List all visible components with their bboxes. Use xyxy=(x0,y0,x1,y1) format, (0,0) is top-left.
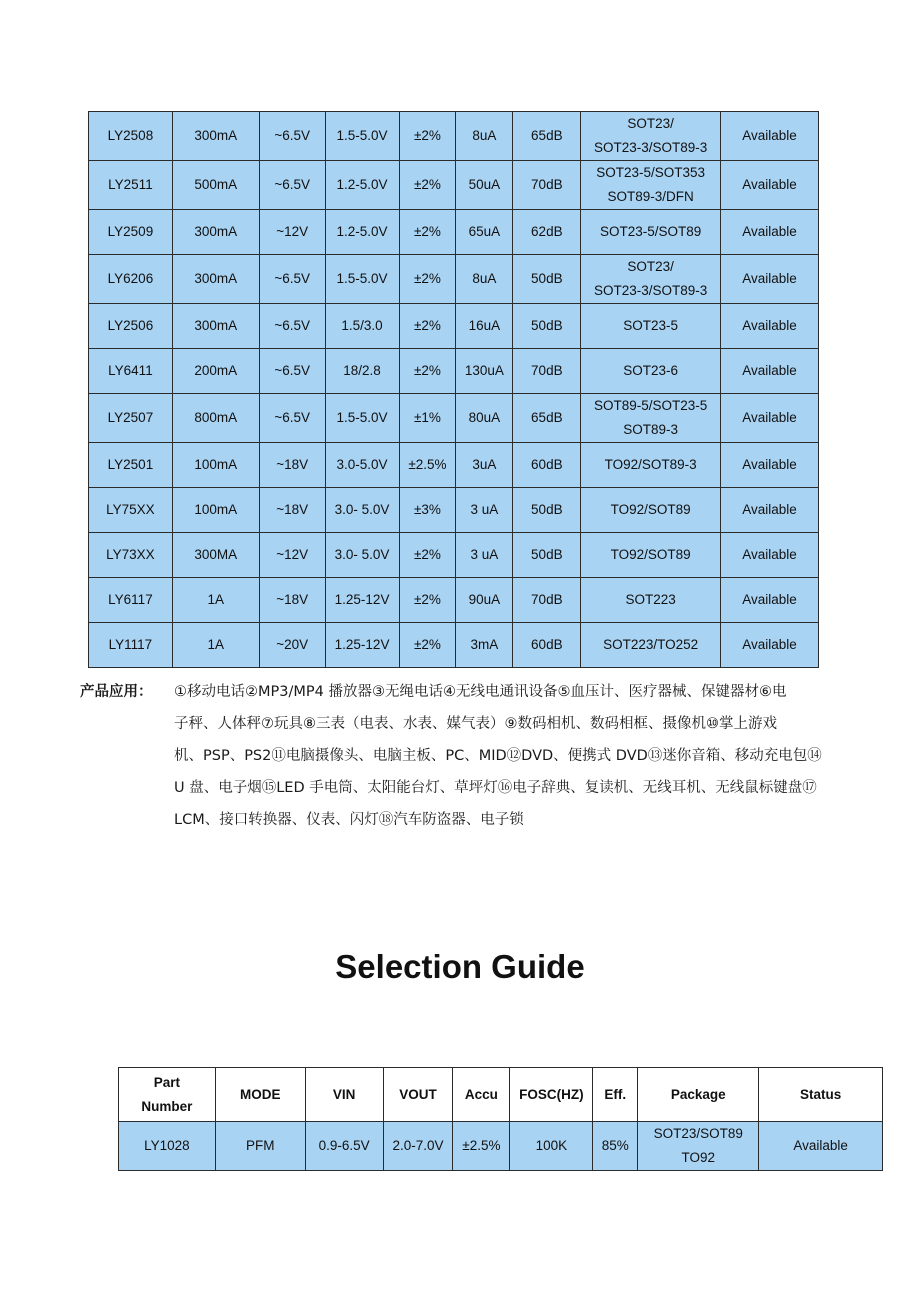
cell-text: 70dB xyxy=(531,592,563,607)
output-voltage-cell xyxy=(325,304,399,349)
cell-text: 18/2.8 xyxy=(343,363,381,378)
cell-text: 300mA xyxy=(194,271,238,286)
input-voltage-cell xyxy=(259,255,325,304)
input-voltage-cell xyxy=(259,161,325,210)
cell-text: LY2506 xyxy=(107,318,154,333)
accuracy-cell xyxy=(399,443,456,488)
cell-text: ~6.5V xyxy=(274,128,310,143)
cell-text: Available xyxy=(793,1138,848,1153)
quiescent-current-cell xyxy=(456,304,513,349)
cell-text: 60dB xyxy=(531,457,563,472)
cell-text: 3.0- 5.0V xyxy=(334,502,390,517)
quiescent-current-cell xyxy=(456,443,513,488)
cell-text: ~6.5V xyxy=(274,363,310,378)
cell-text: LY2511 xyxy=(108,177,153,192)
status-cell xyxy=(721,394,819,443)
accuracy-cell xyxy=(399,112,456,161)
cell-text: ±2.5% xyxy=(408,457,447,472)
quiescent-current-cell xyxy=(456,533,513,578)
cell-text: 300mA xyxy=(194,128,238,143)
cell-text: ±1% xyxy=(414,410,441,425)
table-row xyxy=(89,533,819,578)
status-cell xyxy=(721,304,819,349)
cell-text: ±2% xyxy=(414,547,441,562)
applications-line: 子秤、人体秤⑦玩具⑧三表（电表、水表、媒气表）⑨数码相机、数码相框、摄像机⑩掌上游戏 xyxy=(174,716,777,732)
cell-text: LY2509 xyxy=(107,224,154,239)
cell-text: SOT89-3/DFN xyxy=(607,189,694,204)
cell-text: LY2508 xyxy=(107,128,154,143)
table-cell xyxy=(215,1122,305,1171)
table-cell xyxy=(638,1122,759,1171)
cell-text: TO92/SOT89-3 xyxy=(604,457,697,472)
cell-text: 1.2-5.0V xyxy=(336,224,388,239)
package-cell xyxy=(581,210,721,255)
cell-text: 8uA xyxy=(472,271,497,286)
cell-text: 16uA xyxy=(468,318,501,333)
psrr-cell xyxy=(513,578,581,623)
cell-text: 1.2-5.0V xyxy=(336,177,388,192)
status-cell xyxy=(721,161,819,210)
input-voltage-cell xyxy=(259,488,325,533)
applications-text xyxy=(174,676,864,708)
table-row xyxy=(89,578,819,623)
package-cell xyxy=(581,394,721,443)
header-text: Part xyxy=(153,1074,181,1090)
cell-text: LY6117 xyxy=(108,592,153,607)
cell-text: 3.0- 5.0V xyxy=(334,547,390,562)
cell-text: LY1117 xyxy=(108,637,153,652)
cell-text: ~6.5V xyxy=(274,318,310,333)
output-current-cell xyxy=(172,210,259,255)
part-number-cell xyxy=(89,533,173,578)
header-text: VOUT xyxy=(399,1086,437,1102)
cell-text: 65dB xyxy=(531,410,563,425)
cell-text: Available xyxy=(742,128,797,143)
cell-text: 60dB xyxy=(531,637,563,652)
accuracy-cell xyxy=(399,623,456,668)
part-number-cell xyxy=(89,578,173,623)
cell-text: 90uA xyxy=(468,592,501,607)
cell-text: ~18V xyxy=(276,457,309,472)
cell-text: SOT23-5 xyxy=(623,318,679,333)
psrr-cell xyxy=(513,533,581,578)
table-cell xyxy=(593,1122,638,1171)
accuracy-cell xyxy=(399,304,456,349)
cell-text: SOT223/TO252 xyxy=(603,637,699,652)
accuracy-cell xyxy=(399,488,456,533)
output-voltage-cell xyxy=(325,255,399,304)
cell-text: 50dB xyxy=(531,547,563,562)
cell-text: 130uA xyxy=(464,363,504,378)
cell-text: ~18V xyxy=(276,592,309,607)
cell-text: SOT89-3 xyxy=(623,422,679,437)
cell-text: 800mA xyxy=(194,410,238,425)
input-voltage-cell xyxy=(259,304,325,349)
output-voltage-cell xyxy=(325,533,399,578)
cell-text: 300mA xyxy=(194,318,238,333)
output-voltage-cell xyxy=(325,112,399,161)
cell-text: Available xyxy=(742,177,797,192)
header-text: Package xyxy=(670,1086,726,1102)
cell-text: ±3% xyxy=(414,502,441,517)
part-number-cell xyxy=(89,443,173,488)
cell-text: 70dB xyxy=(531,177,563,192)
cell-text: ~12V xyxy=(276,224,309,239)
accuracy-cell xyxy=(399,210,456,255)
cell-text: SOT23-3/SOT89-3 xyxy=(594,140,708,155)
package-cell xyxy=(581,623,721,668)
cell-text: ±2% xyxy=(414,592,441,607)
table-row xyxy=(89,349,819,394)
header-text: MODE xyxy=(240,1086,281,1102)
part-number-cell xyxy=(89,394,173,443)
quiescent-current-cell xyxy=(456,112,513,161)
cell-text: 50dB xyxy=(531,502,563,517)
output-voltage-cell xyxy=(325,161,399,210)
cell-text: Available xyxy=(742,410,797,425)
cell-text: 80uA xyxy=(468,410,501,425)
output-current-cell xyxy=(172,349,259,394)
table-row xyxy=(89,210,819,255)
table-cell xyxy=(383,1122,453,1171)
part-number-cell xyxy=(89,488,173,533)
psrr-cell xyxy=(513,394,581,443)
table-row xyxy=(89,623,819,668)
applications-line: 机、PSP、PS2⑪电脑摄像头、电脑主板、PC、MID⑫DVD、便携式 DVD⑬迷你音箱、移动充电包⑭ xyxy=(174,748,822,764)
package-cell xyxy=(581,304,721,349)
cell-text: 1.5-5.0V xyxy=(336,271,388,286)
table-row xyxy=(89,488,819,533)
header-text: Status xyxy=(799,1086,842,1102)
output-current-cell xyxy=(172,161,259,210)
cell-text: ~6.5V xyxy=(274,271,310,286)
package-cell xyxy=(581,533,721,578)
cell-text: 85% xyxy=(601,1138,629,1153)
cell-text: ±2% xyxy=(414,224,441,239)
applications-line: LCM、接口转换器、仪表、闪灯⑱汽车防盗器、电子锁 xyxy=(174,812,524,828)
ldo-spec-table xyxy=(88,111,819,668)
psrr-cell xyxy=(513,255,581,304)
cell-text: SOT89-5/SOT23-5 xyxy=(594,398,708,413)
applications-label: 产品应用： xyxy=(80,684,153,700)
cell-text: 65uA xyxy=(468,224,501,239)
package-cell xyxy=(581,255,721,304)
quiescent-current-cell xyxy=(456,349,513,394)
accuracy-cell xyxy=(399,255,456,304)
cell-text: Available xyxy=(742,457,797,472)
cell-text: Available xyxy=(742,363,797,378)
column-header xyxy=(453,1068,510,1122)
status-cell xyxy=(721,349,819,394)
quiescent-current-cell xyxy=(456,394,513,443)
cell-text: Available xyxy=(742,637,797,652)
status-cell xyxy=(721,112,819,161)
psrr-cell xyxy=(513,443,581,488)
cell-text: 1.5-5.0V xyxy=(336,410,388,425)
cell-text: LY73XX xyxy=(106,547,155,562)
table-row xyxy=(89,394,819,443)
cell-text: 1.25-12V xyxy=(334,592,390,607)
input-voltage-cell xyxy=(259,578,325,623)
output-voltage-cell xyxy=(325,443,399,488)
cell-text: LY1028 xyxy=(144,1138,190,1153)
output-current-cell xyxy=(172,255,259,304)
accuracy-cell xyxy=(399,161,456,210)
cell-text: ~6.5V xyxy=(274,177,310,192)
cell-text: TO92 xyxy=(681,1150,715,1165)
output-voltage-cell xyxy=(325,488,399,533)
output-current-cell xyxy=(172,304,259,349)
quiescent-current-cell xyxy=(456,255,513,304)
cell-text: Available xyxy=(742,502,797,517)
cell-text: 200mA xyxy=(194,363,238,378)
accuracy-cell xyxy=(399,533,456,578)
table-cell xyxy=(305,1122,383,1171)
cell-text: 100mA xyxy=(194,457,238,472)
cell-text: ±2% xyxy=(414,128,441,143)
cell-text: SOT23/SOT89 xyxy=(653,1126,743,1141)
cell-text: Available xyxy=(742,547,797,562)
cell-text: 62dB xyxy=(531,224,563,239)
table-row xyxy=(119,1122,883,1171)
header-text: Number xyxy=(141,1098,193,1114)
cell-text: Available xyxy=(742,271,797,286)
applications-line: U 盘、电子烟⑮LED 手电筒、太阳能台灯、草坪灯⑯电子辞典、复读机、无线耳机、无线鼠标键盘⑰ xyxy=(174,780,817,796)
part-number-cell xyxy=(89,112,173,161)
header-text: Accu xyxy=(464,1086,498,1102)
input-voltage-cell xyxy=(259,349,325,394)
status-cell xyxy=(721,210,819,255)
output-voltage-cell xyxy=(325,394,399,443)
status-cell xyxy=(721,578,819,623)
column-header xyxy=(593,1068,638,1122)
output-current-cell xyxy=(172,443,259,488)
status-cell xyxy=(721,255,819,304)
cell-text: 3mA xyxy=(470,637,499,652)
cell-text: ±2% xyxy=(414,637,441,652)
quiescent-current-cell xyxy=(456,623,513,668)
output-voltage-cell xyxy=(325,578,399,623)
table-row xyxy=(89,161,819,210)
part-number-cell xyxy=(89,304,173,349)
column-header xyxy=(383,1068,453,1122)
cell-text: ~18V xyxy=(276,502,309,517)
input-voltage-cell xyxy=(259,533,325,578)
cell-text: SOT23/ xyxy=(627,116,674,131)
cell-text: 1.5-5.0V xyxy=(336,128,388,143)
cell-text: SOT23/ xyxy=(627,259,674,274)
quiescent-current-cell xyxy=(456,161,513,210)
input-voltage-cell xyxy=(259,210,325,255)
cell-text: ~12V xyxy=(276,547,309,562)
table-row xyxy=(89,255,819,304)
header-text: FOSC(HZ) xyxy=(519,1086,584,1102)
psrr-cell xyxy=(513,304,581,349)
cell-text: 300MA xyxy=(194,547,238,562)
input-voltage-cell xyxy=(259,394,325,443)
cell-text: 3.0-5.0V xyxy=(336,457,388,472)
cell-text: LY6206 xyxy=(107,271,154,286)
cell-text: 70dB xyxy=(531,363,563,378)
cell-text: 0.9-6.5V xyxy=(318,1138,370,1153)
cell-text: SOT23-5/SOT89 xyxy=(600,224,702,239)
cell-text: 1.5/3.0 xyxy=(341,318,383,333)
cell-text: 500mA xyxy=(194,177,238,192)
cell-text: SOT23-3/SOT89-3 xyxy=(594,283,708,298)
cell-text: SOT23-6 xyxy=(623,363,679,378)
column-header xyxy=(759,1068,883,1122)
psrr-cell xyxy=(513,210,581,255)
selection-guide-table xyxy=(118,1067,883,1171)
package-cell xyxy=(581,349,721,394)
table-row xyxy=(89,112,819,161)
cell-text: 65dB xyxy=(531,128,563,143)
output-current-cell xyxy=(172,578,259,623)
part-number-cell xyxy=(89,210,173,255)
status-cell xyxy=(721,443,819,488)
cell-text: 100K xyxy=(535,1138,568,1153)
cell-text: ±2% xyxy=(414,363,441,378)
cell-text: SOT223 xyxy=(625,592,676,607)
cell-text: ~6.5V xyxy=(274,410,310,425)
column-header xyxy=(305,1068,383,1122)
quiescent-current-cell xyxy=(456,488,513,533)
cell-text: ±2% xyxy=(414,177,441,192)
cell-text: 3uA xyxy=(472,457,497,472)
status-cell xyxy=(721,533,819,578)
table-cell xyxy=(119,1122,216,1171)
package-cell xyxy=(581,488,721,533)
package-cell xyxy=(581,112,721,161)
psrr-cell xyxy=(513,349,581,394)
output-current-cell xyxy=(172,112,259,161)
cell-text: Available xyxy=(742,224,797,239)
output-current-cell xyxy=(172,488,259,533)
output-current-cell xyxy=(172,394,259,443)
cell-text: ±2.5% xyxy=(462,1138,501,1153)
cell-text: TO92/SOT89 xyxy=(610,502,691,517)
psrr-cell xyxy=(513,623,581,668)
input-voltage-cell xyxy=(259,623,325,668)
package-cell xyxy=(581,578,721,623)
cell-text: Available xyxy=(742,592,797,607)
column-header xyxy=(215,1068,305,1122)
cell-text: 1A xyxy=(207,592,225,607)
selection-guide-title: Selection Guide xyxy=(335,948,585,985)
psrr-cell xyxy=(513,161,581,210)
quiescent-current-cell xyxy=(456,210,513,255)
table-cell xyxy=(510,1122,593,1171)
output-current-cell xyxy=(172,623,259,668)
accuracy-cell xyxy=(399,394,456,443)
part-number-cell xyxy=(89,623,173,668)
cell-text: LY75XX xyxy=(106,502,155,517)
cell-text: ±2% xyxy=(414,318,441,333)
status-cell xyxy=(721,488,819,533)
psrr-cell xyxy=(513,488,581,533)
part-number-cell xyxy=(89,349,173,394)
column-header xyxy=(638,1068,759,1122)
table-row xyxy=(89,304,819,349)
input-voltage-cell xyxy=(259,112,325,161)
header-text: VIN xyxy=(332,1086,356,1102)
psrr-cell xyxy=(513,112,581,161)
cell-text: 2.0-7.0V xyxy=(392,1138,444,1153)
cell-text: 50uA xyxy=(468,177,501,192)
output-voltage-cell xyxy=(325,210,399,255)
cell-text: LY2501 xyxy=(107,457,154,472)
cell-text: 100mA xyxy=(194,502,238,517)
table-cell xyxy=(453,1122,510,1171)
header-row xyxy=(119,1068,883,1122)
quiescent-current-cell xyxy=(456,578,513,623)
package-cell xyxy=(581,161,721,210)
cell-text: 3 uA xyxy=(470,547,499,562)
output-voltage-cell xyxy=(325,623,399,668)
accuracy-cell xyxy=(399,349,456,394)
cell-text: 300mA xyxy=(194,224,238,239)
table-row xyxy=(89,443,819,488)
column-header xyxy=(119,1068,216,1122)
cell-text: SOT23-5/SOT353 xyxy=(596,165,706,180)
cell-text: ±2% xyxy=(414,271,441,286)
header-text: Eff. xyxy=(604,1086,627,1102)
cell-text: 1.25-12V xyxy=(334,637,390,652)
column-header xyxy=(510,1068,593,1122)
package-cell xyxy=(581,443,721,488)
cell-text: 50dB xyxy=(531,271,563,286)
cell-text: LY2507 xyxy=(107,410,154,425)
cell-text: TO92/SOT89 xyxy=(610,547,691,562)
part-number-cell xyxy=(89,255,173,304)
cell-text: ~20V xyxy=(276,637,309,652)
cell-text: 1A xyxy=(207,637,225,652)
input-voltage-cell xyxy=(259,443,325,488)
cell-text: PFM xyxy=(246,1138,275,1153)
status-cell xyxy=(721,623,819,668)
cell-text: LY6411 xyxy=(108,363,153,378)
cell-text: 50dB xyxy=(531,318,563,333)
cell-text: Available xyxy=(742,318,797,333)
cell-text: 8uA xyxy=(472,128,497,143)
output-current-cell xyxy=(172,533,259,578)
table-cell xyxy=(759,1122,883,1171)
accuracy-cell xyxy=(399,578,456,623)
cell-text: 3 uA xyxy=(470,502,499,517)
part-number-cell xyxy=(89,161,173,210)
output-voltage-cell xyxy=(325,349,399,394)
applications-line: ①移动电话②MP3/MP4 播放器③无绳电话④无线电通讯设备⑤血压计、医疗器械、保键器材⑥电 xyxy=(174,684,787,700)
